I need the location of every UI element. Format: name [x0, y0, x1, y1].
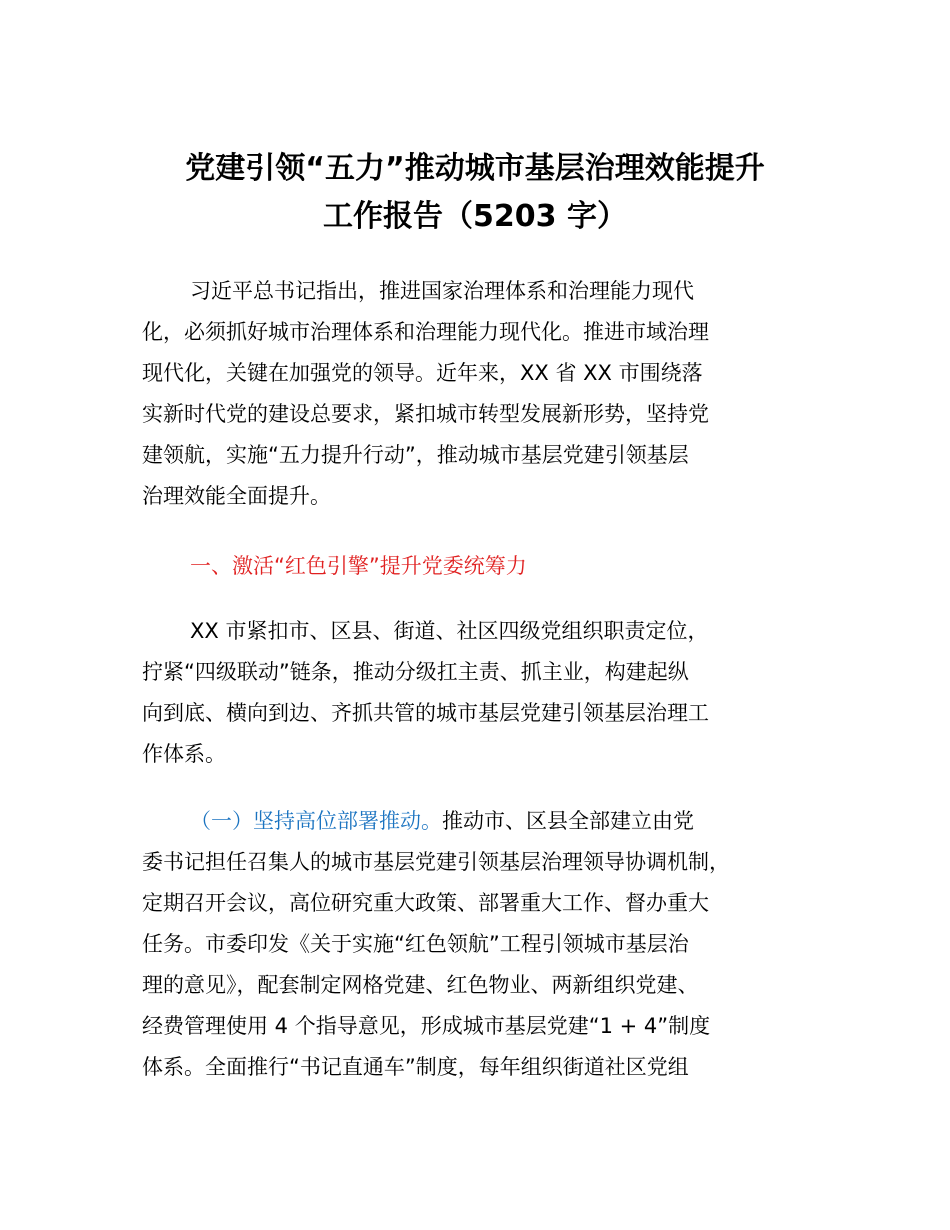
section-1-paragraph-line: 向到底、横向到边、齐抓共管的城市基层党建引领基层治理工	[142, 701, 709, 725]
subsection-1-first-line	[190, 806, 694, 836]
subsection-1-paragraph-line: 定期召开会议，高位研究重大政策、部署重大工作、督办重大	[142, 891, 709, 915]
subsection-1-heading: （一）坚持高位部署推动。	[190, 809, 442, 833]
intro-paragraph-line: 治理效能全面提升。	[142, 484, 331, 508]
intro-paragraph-line: 现代化，关键在加强党的领导。近年来，XX 省 XX 市围绕落	[142, 361, 703, 385]
section-1-heading: 一、激活“红色引擎”提升党委统筹力	[190, 554, 527, 578]
intro-paragraph-line: 化，必须抓好城市治理体系和治理能力现代化。推进市域治理	[142, 320, 709, 344]
subsection-1-paragraph-line: 体系。全面推行“书记直通车”制度，每年组织街道社区党组	[142, 1055, 689, 1079]
section-1-paragraph-line: 作体系。	[142, 742, 226, 766]
intro-paragraph-line: 实新时代党的建设总要求，紧扣城市转型发展新形势，坚持党	[142, 402, 709, 426]
subsection-1-paragraph-line: 任务。市委印发《关于实施“红色领航”工程引领城市基层治	[142, 932, 689, 956]
section-1-paragraph-line: 拧紧“四级联动”链条，推动分级扛主责、抓主业，构建起纵	[142, 660, 689, 684]
subsection-1-paragraph-line: 理的意见》，配套制定网格党建、红色物业、两新组织党建、	[142, 973, 699, 997]
intro-paragraph-line: 习近平总书记指出，推进国家治理体系和治理能力现代	[190, 279, 694, 303]
section-1-paragraph-line: XX 市紧扣市、区县、街道、社区四级党组织职责定位，	[190, 619, 709, 643]
subsection-1-paragraph-line: 委书记担任召集人的城市基层党建引领基层治理领导协调机制，	[142, 850, 730, 874]
subsection-1-first-text: 推动市、区县全部建立由党	[442, 809, 694, 833]
document-title-line-1: 党建引领“五力”推动城市基层治理效能提升	[185, 151, 765, 186]
intro-paragraph-line: 建领航，实施“五力提升行动”，推动城市基层党建引领基层	[142, 443, 689, 467]
subsection-1-paragraph-line: 经费管理使用 4 个指导意见，形成城市基层党建“1 + 4”制度	[142, 1014, 711, 1038]
document-title-line-2: 工作报告（5203 字）	[323, 199, 627, 234]
